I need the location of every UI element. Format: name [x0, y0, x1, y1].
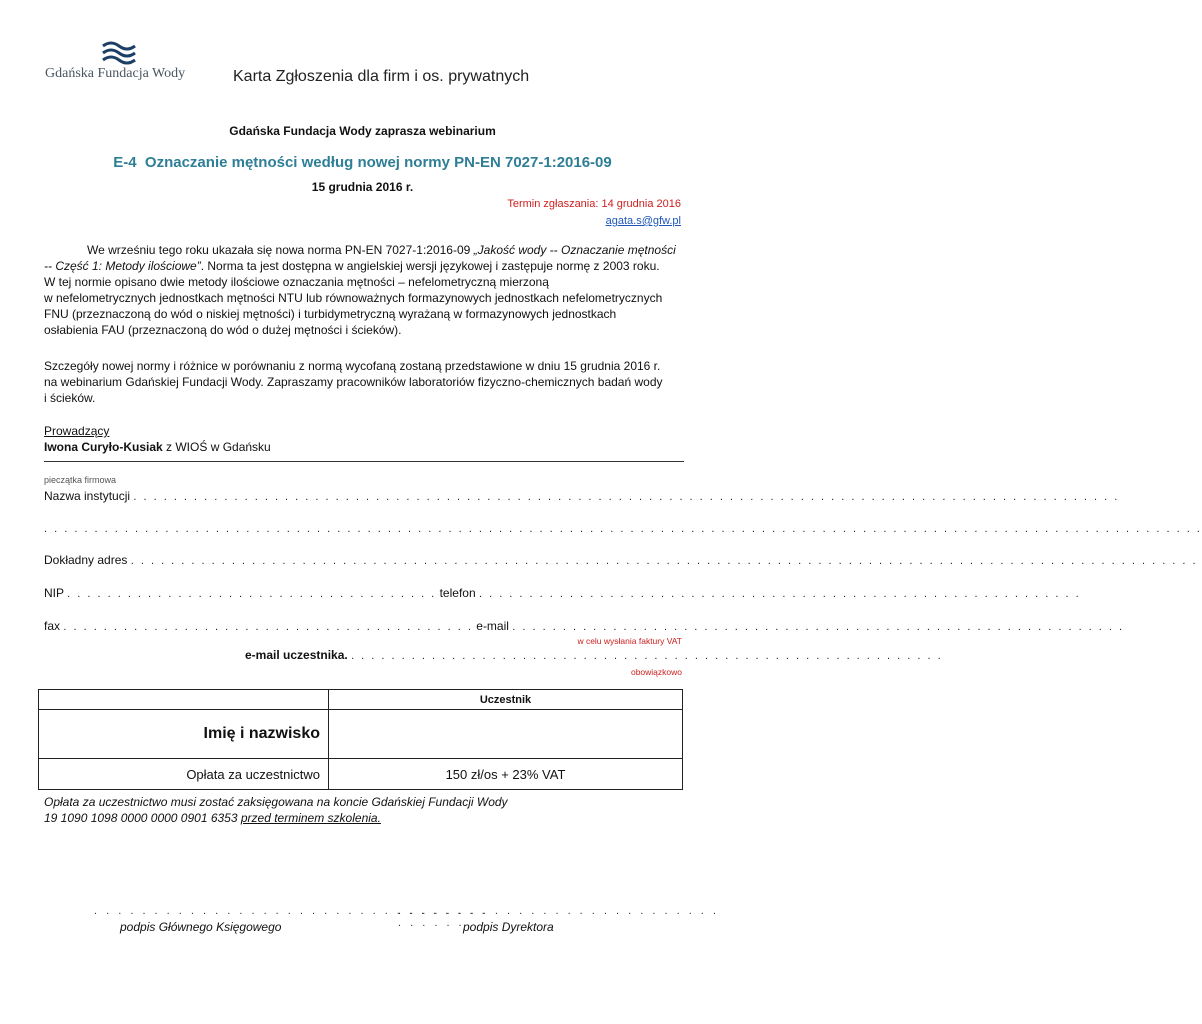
name-label: Imię i nazwisko [39, 710, 329, 759]
fee-row [39, 759, 683, 790]
payment-line-2 [44, 810, 508, 826]
phone-field[interactable]: . . . . . . . . . . . . . . . . . . . . . . . . . . . . . . . . . . . . . . . . . . . . . . . . . . . . . . . . . . . . [478, 588, 1081, 600]
fax-field[interactable]: . . . . . . . . . . . . . . . . . . . . . . . . . . . . . . . . . . . . . . . . . [63, 621, 473, 633]
form-title: Karta Zgłoszenia dla firm i os. prywatnych [233, 68, 530, 85]
address-field[interactable]: . . . . . . . . . . . . . . . . . . . . . . . . . . . . . . . . . . . . . . . . . . . . . . . . . . . . . . . . . . . . . . . . . . . . . . . . . . . . . . . . . . . . . . . . . . . . . . . . . . . . . . . . . . [130, 555, 1198, 567]
participant-table [38, 689, 683, 790]
vat-note: w celu wysłania faktury VAT [577, 636, 682, 646]
fax-email-row[interactable] [44, 619, 1125, 633]
fee-label: Opłata za uczestnictwo [39, 759, 329, 790]
fax-label: fax [44, 619, 61, 633]
course-date: 15 grudnia 2016 r. [311, 180, 414, 194]
nip-label: NIP [44, 586, 64, 600]
payment-note [44, 794, 508, 826]
nip-field[interactable]: . . . . . . . . . . . . . . . . . . . . . . . . . . . . . . . . . . . . . [67, 588, 437, 600]
participant-email-field[interactable]: . . . . . . . . . . . . . . . . . . . . . . . . . . . . . . . . . . . . . . . . . . . . . . . . . . . . . . . . . . . [351, 650, 943, 662]
registration-deadline: Termin zgłaszania: 14 grudnia 2016 [507, 198, 681, 210]
table-header-row [39, 690, 683, 710]
divider [44, 461, 684, 462]
institution-label: Nazwa instytucji [44, 489, 131, 503]
logo-text: Gdańska Fundacja Wody [45, 66, 186, 81]
institution-row-2[interactable] [44, 521, 1202, 535]
address-row[interactable] [44, 553, 1198, 567]
participant-email-label: e-mail uczestnika. [245, 648, 348, 662]
presenter [44, 440, 271, 454]
address-label: Dokładny adres [44, 553, 128, 567]
intro-line-1: We wrześniu tego roku ukazała się nowa norma PN-EN 7027-1:2016-09 „Jakość wody -- Oznaczanie mętności [87, 243, 676, 257]
course-code: E-4 [113, 154, 137, 171]
email-label: e-mail [476, 619, 509, 633]
payment-line-1: Opłata za uczestnictwo musi zostać zaksięgowana na koncie Gdańskiej Fundacji Wody [44, 795, 508, 809]
institution-field-2[interactable]: . . . . . . . . . . . . . . . . . . . . . . . . . . . . . . . . . . . . . . . . . . . . . . . . . . . . . . . . . . . . . . . . . . . . . . . . . . . . . . . . . . . . . . . . . . . . . . . . . . . . . . . . . . . . . . . . . . . [44, 523, 1202, 535]
stamp-label: pieczątka firmowa [44, 475, 117, 485]
presenter-name: Iwona Curyło-Kusiak [44, 440, 163, 454]
invite-heading: Gdańska Fundacja Wody zaprasza webinarium [229, 124, 496, 138]
course-name: Oznaczanie mętności według nowej normy PN-EN 7027-1:2016-09 [144, 154, 612, 171]
institution-field[interactable]: . . . . . . . . . . . . . . . . . . . . . . . . . . . . . . . . . . . . . . . . . . . . . . . . . . . . . . . . . . . . . . . . . . . . . . . . . . . . . . . . . . . . . . . . . . . . . . . . . . [133, 491, 1120, 503]
phone-label: telefon [439, 586, 476, 600]
payment-deadline: przed terminem szkolenia. [240, 811, 381, 825]
details-line-2: na webinarium Gdańskiej Fundacji Wody. Zapraszamy pracowników laboratoriów fizyczno-chemicznych badań wody [44, 375, 663, 389]
course-title [0, 154, 725, 171]
intro-line-3: W tej normie opisano dwie metody ilościowe oznaczania mętności – nefelometryczną mierzoną [44, 275, 549, 289]
signature-left-label: podpis Głównego Księgowego [120, 920, 282, 934]
intro-paragraph [44, 242, 704, 338]
name-input-cell[interactable] [329, 710, 683, 759]
details-paragraph [44, 358, 704, 406]
name-row [39, 710, 683, 759]
logo [45, 40, 195, 84]
intro-line-6: osłabienia FAU (przeznaczoną do wód o dużej mętności i ścieków). [44, 323, 402, 337]
email-field[interactable]: . . . . . . . . . . . . . . . . . . . . . . . . . . . . . . . . . . . . . . . . . . . . . . . . . . . . . . . . . . . . . [512, 621, 1125, 633]
fee-value: 150 zł/os + 23% VAT [329, 759, 683, 790]
signature-right-line[interactable]: . . . . . . . . . . . . . . . . . . . . . . . . . . . . . . . . . [398, 905, 719, 929]
logo-waves-icon [101, 40, 137, 66]
contact-email-link[interactable]: agata.s@gfw.pl [605, 215, 681, 227]
presenter-org: z WIOŚ w Gdańsku [162, 440, 271, 454]
nip-phone-row[interactable] [44, 586, 1081, 600]
intro-line-2: -- Część 1: Metody ilościowe”. Norma ta jest dostępna w angielskiej wersji językowej i zastępuje normę z 2003 roku. [44, 259, 660, 273]
payment-account: 19 1090 1098 0000 0000 0901 6353 [44, 811, 241, 825]
intro-line-5: FNU (przeznaczoną do wód o niskiej mętności) i turbidymetryczną wyrażaną w formazynowych jednostkach [44, 307, 617, 321]
intro-line-4: w nefelometrycznych jednostkach mętności NTU lub równoważnych formazynowych jednostkach nefelometrycznych [44, 291, 663, 305]
required-note: obowiązkowo [630, 667, 682, 677]
details-line-1: Szczegóły nowej normy i różnice w porównaniu z normą wycofaną zostaną przedstawione w dniu 15 grudnia 2016 r. [44, 359, 661, 373]
signature-right-label: podpis Dyrektora [463, 920, 554, 934]
participant-email-row[interactable] [245, 648, 943, 662]
participant-header: Uczestnik [329, 690, 683, 710]
signature-left-line[interactable]: . . . . . . . . . . . . . . . . . . . . . . . . . . . . . . . . . [94, 905, 488, 917]
table-header-empty [39, 690, 329, 710]
institution-row[interactable] [44, 489, 1120, 503]
presenter-label: Prowadzący [44, 424, 110, 438]
details-line-3: i ścieków. [44, 391, 96, 405]
